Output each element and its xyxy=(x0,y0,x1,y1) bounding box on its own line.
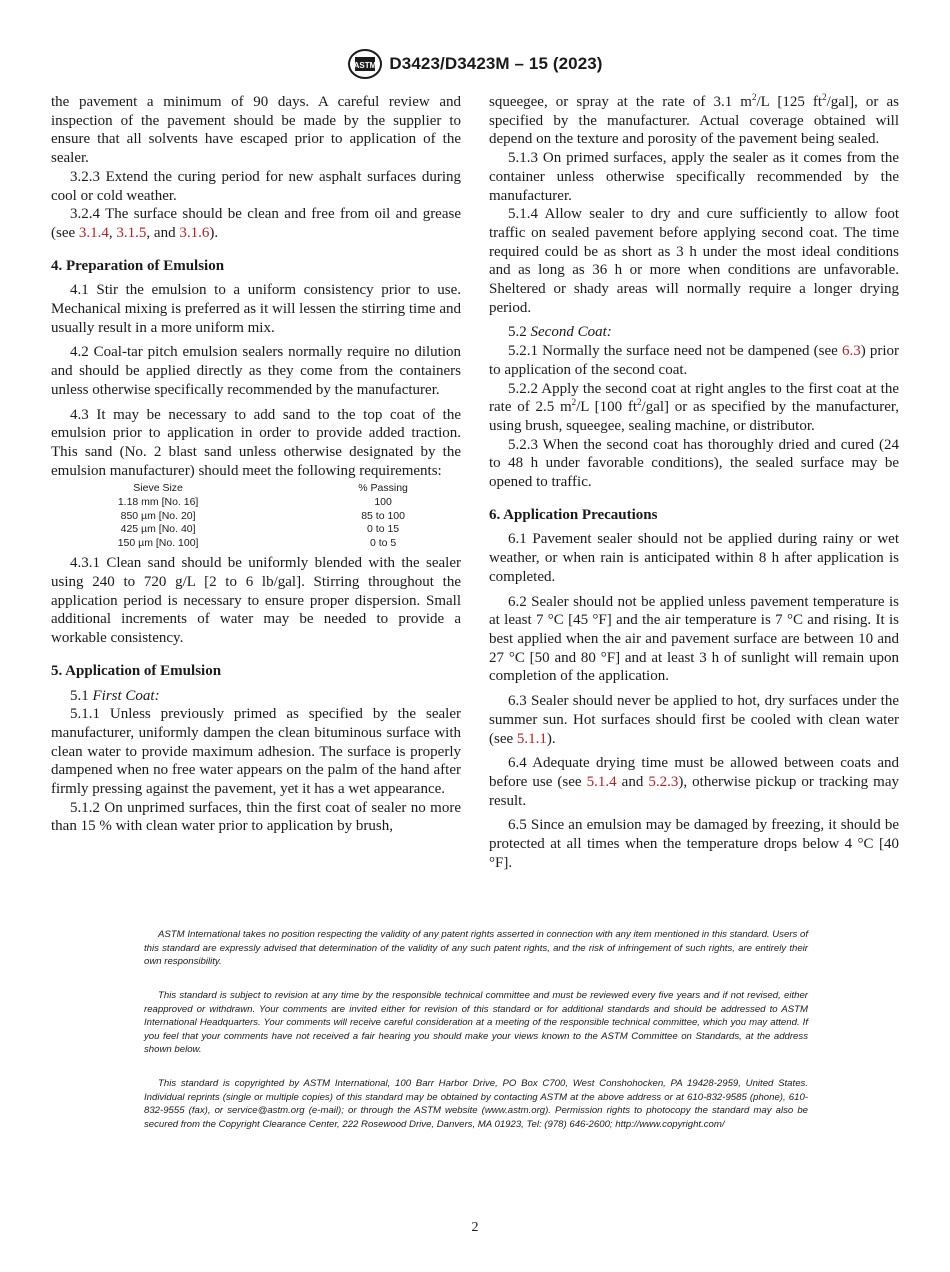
paragraph-5-1-3: 5.1.3 On primed surfaces, apply the sealer as it comes from the container unless otherwise specifically recommended by the manufacturer. xyxy=(489,150,899,204)
table-row xyxy=(51,496,461,510)
xref-5-1-4[interactable]: 5.1.4 xyxy=(586,773,617,790)
passing-cell: 0 to 15 xyxy=(367,523,400,536)
footer-copyright-notice: This standard is copyrighted by ASTM International, 100 Barr Harbor Drive, PO Box C700, West Conshohocken, PA 19428-2959, United States. Individual reprints (single or multiple copies) of this standard may be obtained by contacting ASTM at the above address or at 610-832-9585 (phone), 610-832-9555 (fax), or service@astm.org (e-mail); or through the ASTM website (www.astm.org). Permission rights to photocopy the standard may also be secured from the Copyright Clearance Center, 222 Rosewood Drive, Danvers, MA 01923, Tel: (978) 646-2600; http://www.copyright.com/ xyxy=(144,1078,808,1130)
paragraph-5-1-4: 5.1.4 Allow sealer to dry and cure sufficiently to allow foot traffic on sealed pavement before applying second coat. The time required could be as short as 3 h under the most ideal conditions and as long as 36 h or more when conditions are unfavorable. Sheltered or shady areas will normally require a longer drying period. xyxy=(489,206,899,316)
table-row xyxy=(51,510,461,524)
paragraph-6-3: 6.3 Sealer should never be applied to hot, dry surfaces under the summer sun. Hot surfaces should first be cooled with clean water (see 5.1.1). xyxy=(489,693,899,747)
left-column xyxy=(51,93,461,836)
sieve-size-cell: 150 µm [No. 100] xyxy=(117,536,199,549)
section-heading-4: 4. Preparation of Emulsion xyxy=(51,257,225,274)
paragraph-6-1: 6.1 Pavement sealer should not be applied during rainy or wet weather, or when rain is anticipated within 8 h after application is completed. xyxy=(489,531,899,585)
sieve-size-cell: 1.18 mm [No. 16] xyxy=(117,495,199,508)
page-header xyxy=(0,48,950,80)
paragraph-5-2-2: 5.2.2 Apply the second coat at right angles to the first coat at the rate of 2.5 $m^2/L$ [100 $ft^2/gal$] or as specified by the manufacturer, using brush, squeegee, sealing machine, or distributor. xyxy=(489,380,900,434)
passing-cell: 0 to 5 xyxy=(369,536,397,549)
column-header-passing: % Passing xyxy=(358,482,408,495)
section-heading-5: 5. Application of Emulsion xyxy=(51,662,222,679)
footer-patent-notice: ASTM International takes no position respecting the validity of any patent rights asserted in connection with any item mentioned in this standard. Users of this standard are expressly advised that determination of the validity of any such patent rights, and the risk of infringement of such rights, are entirely their own responsibility. xyxy=(144,929,808,967)
table-row xyxy=(51,537,461,551)
first-coat-title: First Coat: xyxy=(92,687,160,704)
paragraph-5-1-2-continuation: squeegee, or spray at the rate of 3.1 $m^2/L$ [125 $ft^2/gal$], or as specified by the manufacturer. Actual coverage obtained will depend on the texture and porosity of the pavement being sealed. xyxy=(489,92,900,148)
sieve-size-cell: 850 µm [No. 20] xyxy=(120,509,196,522)
footer-revision-notice: This standard is subject to revision at any time by the responsible technical committee and must be reviewed every five years and if not revised, either reapproved or withdrawn. Your comments are invited either for revision of this standard or for additional standards and should be addressed to ASTM International Headquarters. Your comments will receive careful consideration at a meeting of the responsible technical committee, which you may attend. If you feel that your comments have not received a fair hearing you should make your views known to the ASTM Committee on Standards, at the address shown below. xyxy=(144,990,808,1055)
astm-logo-icon xyxy=(347,48,383,80)
xref-3-1-4[interactable]: 3.1.4 xyxy=(78,224,109,241)
table-row xyxy=(51,523,461,537)
paragraph-5-2: 5.2 Second Coat: xyxy=(508,324,612,341)
paragraph-4-3-1: 4.3.1 Clean sand should be uniformly blended with the sealer using 240 to 720 g/L [2 to 6 lb/gal]. Stirring throughout the application period is necessary to ensure proper dispersion. Small additional increments of water may be needed to provide a workable consistency. xyxy=(51,555,461,647)
section-heading-6: 6. Application Precautions xyxy=(489,506,658,523)
paragraph-4-3: 4.3 It may be necessary to add sand to the top coat of the emulsion prior to application in order to provide added traction. This sand (No. 2 blast sand unless otherwise designated by the emulsion manufacturer) should meet the following requirements: xyxy=(51,406,461,479)
passing-cell: 85 to 100 xyxy=(361,509,405,522)
xref-5-1-1[interactable]: 5.1.1 xyxy=(516,730,547,747)
paragraph-3-2-4: 3.2.4 The surface should be clean and free from oil and grease (see 3.1.4, 3.1.5, and 3.1.6). xyxy=(51,206,461,241)
document-designation: D3423/D3423M – 15 (2023) xyxy=(389,54,603,73)
right-column xyxy=(489,93,899,872)
column-header-sieve-size: Sieve Size xyxy=(133,482,183,495)
paragraph-5-2-3: 5.2.3 When the second coat has thoroughly dried and cured (24 to 48 h under favorable conditions), the sealed surface may be opened to traffic. xyxy=(489,436,899,491)
second-coat-title: Second Coat: xyxy=(530,324,612,341)
xref-3-1-5[interactable]: 3.1.5 xyxy=(116,224,147,241)
paragraph-6-4: 6.4 Adequate drying time must be allowed between coats and before use (see 5.1.4 and 5.2.3), otherwise pickup or tracking may result. xyxy=(489,755,899,809)
paragraph-6-2: 6.2 Sealer should not be applied unless pavement temperature is at least 7 °C [45 °F] and the air temperature is 7 °C and rising. It is best applied when the air and pavement surface are between 10 and 27 °C [50 and 80 °F] and at least 3 h of sunlight will remain upon completion of the application. xyxy=(489,593,899,685)
paragraph-4-2: 4.2 Coal-tar pitch emulsion sealers normally require no dilution and should be applied directly as they come from the containers unless otherwise specifically recommended by the manufacturer. xyxy=(51,344,461,398)
xref-3-1-6[interactable]: 3.1.6 xyxy=(179,224,210,241)
xref-5-2-3[interactable]: 5.2.3 xyxy=(648,773,679,790)
paragraph-6-5: 6.5 Since an emulsion may be damaged by freezing, it should be protected at all times when the temperature drops below 4 °C [40 °F]. xyxy=(489,817,899,871)
paragraph-5-1: 5.1 First Coat: xyxy=(70,687,160,704)
table-header-row xyxy=(51,482,461,496)
xref-6-3[interactable]: 6.3 xyxy=(841,343,861,360)
page-number: 2 xyxy=(471,1220,479,1235)
paragraph-continuation: the pavement a minimum of 90 days. A careful review and inspection of the pavement should be made by the supplier to ensure that all solvents have escaped prior to application of the sealer. xyxy=(51,94,461,167)
paragraph-5-1-2: 5.1.2 On unprimed surfaces, thin the first coat of sealer no more than 15 % with clean water prior to application by brush, xyxy=(51,799,461,835)
paragraph-3-2-3: 3.2.3 Extend the curing period for new asphalt surfaces during cool or cold weather. xyxy=(51,168,461,204)
paragraph-5-1-1: 5.1.1 Unless previously primed as specified by the sealer manufacturer, uniformly dampen the clean bituminous surface with clean water to provide maximum adhesion. The surface is properly dampened when no free water appears on the palm of the hand after firmly pressing against the pavement, yet it has a wet appearance. xyxy=(51,706,461,798)
sieve-table xyxy=(51,482,461,550)
paragraph-5-2-1: 5.2.1 Normally the surface need not be dampened (see 6.3) prior to application of the second coat. xyxy=(489,343,899,378)
paragraph-4-1: 4.1 Stir the emulsion to a uniform consistency prior to use. Mechanical mixing is preferred as it will lessen the stirring time and usually result in a more uniform mix. xyxy=(51,282,461,336)
passing-cell: 100 xyxy=(374,495,392,508)
sieve-size-cell: 425 µm [No. 40] xyxy=(120,523,196,536)
svg-text:ASTM: ASTM xyxy=(354,61,377,70)
